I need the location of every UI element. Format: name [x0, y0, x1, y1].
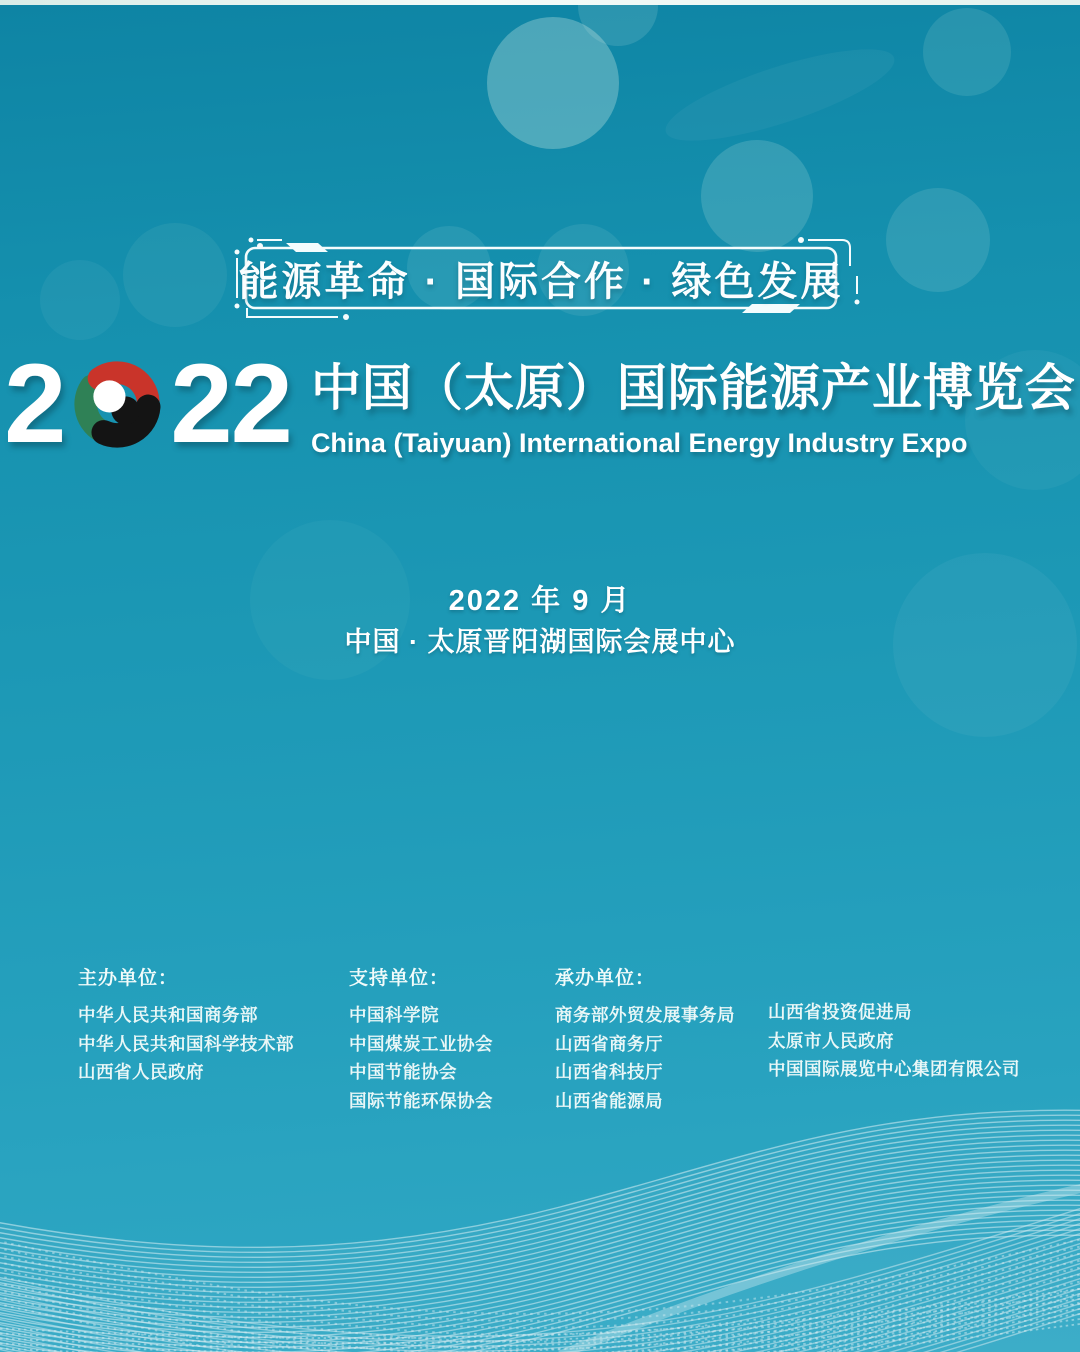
year-digit-first: 2 — [4, 340, 65, 466]
bokeh-circle — [886, 188, 990, 292]
org-item: 山西省商务厅 — [555, 1033, 663, 1054]
org-group-label: 主办单位： — [78, 968, 179, 989]
org-item: 山西省投资促进局 — [768, 1002, 912, 1022]
light-streak — [657, 31, 903, 158]
slogan-text: 能源革命 · 国际合作 · 绿色发展 — [238, 259, 844, 304]
org-item: 山西省能源局 — [555, 1090, 663, 1111]
year-2022 — [4, 340, 291, 466]
slogan-banner — [216, 232, 872, 328]
org-item: 山西省人民政府 — [78, 1062, 204, 1082]
org-item: 中华人民共和国商务部 — [78, 1005, 258, 1025]
bokeh-circle — [123, 223, 227, 327]
org-item: 太原市人民政府 — [768, 1030, 894, 1051]
year-digits-rest: 22 — [170, 340, 291, 466]
event-venue: 中国 · 太原晋阳湖国际会展中心 — [344, 627, 736, 657]
org-column-hosts — [78, 963, 294, 1087]
event-date: 2022 年 9 月 — [448, 585, 632, 617]
org-item: 中国科学院 — [349, 1005, 439, 1025]
org-item: 中华人民共和国科学技术部 — [78, 1033, 294, 1054]
energy-swirl-logo-icon — [65, 352, 169, 456]
title-chinese: 中国（太原）国际能源产业博览会 — [310, 360, 1076, 416]
wave-pattern — [0, 1087, 1080, 1352]
org-group-label: 承办单位： — [555, 968, 656, 989]
top-edge-strip — [0, 0, 1080, 5]
org-group-label: 支持单位： — [349, 968, 450, 989]
org-item: 山西省科技厅 — [555, 1062, 663, 1082]
title-block — [0, 340, 1080, 466]
title-texts — [311, 348, 1076, 459]
bokeh-circle — [40, 260, 120, 340]
org-item: 商务部外贸发展事务局 — [555, 1005, 735, 1025]
title-english: China (Taiyuan) International Energy Industry Expo — [310, 428, 968, 458]
org-item: 中国节能协会 — [349, 1062, 457, 1082]
bokeh-circle — [923, 8, 1011, 96]
org-item: 国际节能环保协会 — [349, 1090, 493, 1111]
org-item: 中国国际展览中心集团有限公司 — [768, 1059, 1020, 1079]
org-item: 中国煤炭工业协会 — [349, 1033, 493, 1054]
org-column-undertakers-2 — [768, 963, 1020, 1084]
